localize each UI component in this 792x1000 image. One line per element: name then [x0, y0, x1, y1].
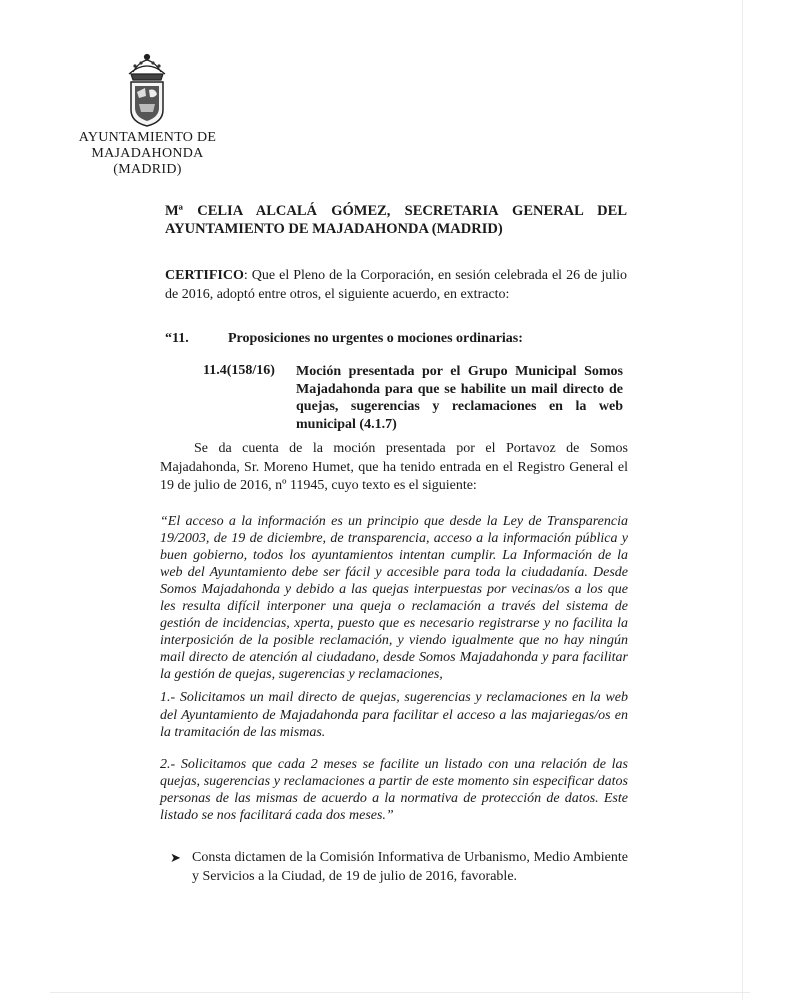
letterhead-line-3: (MADRID) [113, 162, 182, 177]
certifico-text: : Que el Pleno de la Corporación, en sesión celebrada el 26 de julio de 2016, adoptó entre otros, el siguiente acuerdo, en extracto: [165, 268, 627, 302]
subsection-title: Moción presentada por el Grupo Municipal Somos Majadahonda para que se habilite un mail directo de quejas, sugerencias y reclamaciones en la web municipal (4.1.7) [296, 364, 623, 432]
arrow-bullet-icon: ➤ [170, 850, 181, 865]
coat-of-arms-icon [119, 52, 175, 128]
scan-bottom-line [50, 992, 750, 993]
certifico-label: CERTIFICO [165, 268, 244, 283]
letterhead-line-1: AYUNTAMIENTO DE [78, 130, 217, 145]
intro-paragraph: Se da cuenta de la moción presentada por el Portavoz de Somos Majadahonda, Sr. Moreno Humet, que ha tenido entrada en el Registro General el 19 de julio de 2016, nº 11945, cuyo texto es el siguiente: [160, 441, 628, 493]
motion-item-1: 1.- Solicitamos un mail directo de quejas, sugerencias y reclamaciones en la web del Ayuntamiento de Majadahonda para facilitar el acceso a las majariegas/os en la tramitación de las mismas. [160, 690, 628, 740]
motion-quote: “El acceso a la información es un principio que desde la Ley de Transparencia 19/2003, de 19 de diciembre, de transparencia, acceso a la información pública y buen gobierno, todos los ayuntamientos intentan cumplir. La Información de la web del Ayuntamiento debe ser fácil y accesible para toda la ciudadanía. Desde Somos Majadahonda y debido a las quejas interpuestas por vecinas/os a los que les resulta difícil interponer una queja o reclamación a través del sistema de gestión de incidencias, xperta, puesto que es necesario registrarse y no facilita la interposición de la posible reclamación, y viendo igualmente que no hay ningún mail directo de atención al ciudadano, desde Somos Majadahonda y para facilitar la gestión de quejas, sugerencias y reclamaciones, [160, 514, 628, 682]
motion-item-2: 2.- Solicitamos que cada 2 meses se facilite un listado con una relación de las quejas, sugerencias y reclamaciones a partir de este momento sin especificar datos personas de las mismas de acuerdo a la normativa de protección de datos. Este listado se nos facilitará cada dos meses.” [160, 757, 628, 823]
dictamen-paragraph: Consta dictamen de la Comisión Informativa de Urbanismo, Medio Ambiente y Servicios a la Ciudad, de 19 de julio de 2016, favorable. [192, 850, 628, 884]
subsection-number: 11.4(158/16) [203, 363, 275, 378]
heading-line-1: Mª CELIA ALCALÁ GÓMEZ, SECRETARIA GENERAL DEL [165, 203, 627, 219]
heading-line-2: AYUNTAMIENTO DE MAJADAHONDA (MADRID) [165, 221, 503, 237]
section-number: “11. [165, 331, 189, 346]
scan-edge-line [742, 0, 743, 1000]
letterhead [70, 130, 225, 178]
section-title: Proposiciones no urgentes o mociones ordinarias: [228, 331, 523, 346]
certifico-paragraph [165, 266, 627, 304]
letterhead-line-2: MAJADAHONDA [91, 146, 204, 161]
